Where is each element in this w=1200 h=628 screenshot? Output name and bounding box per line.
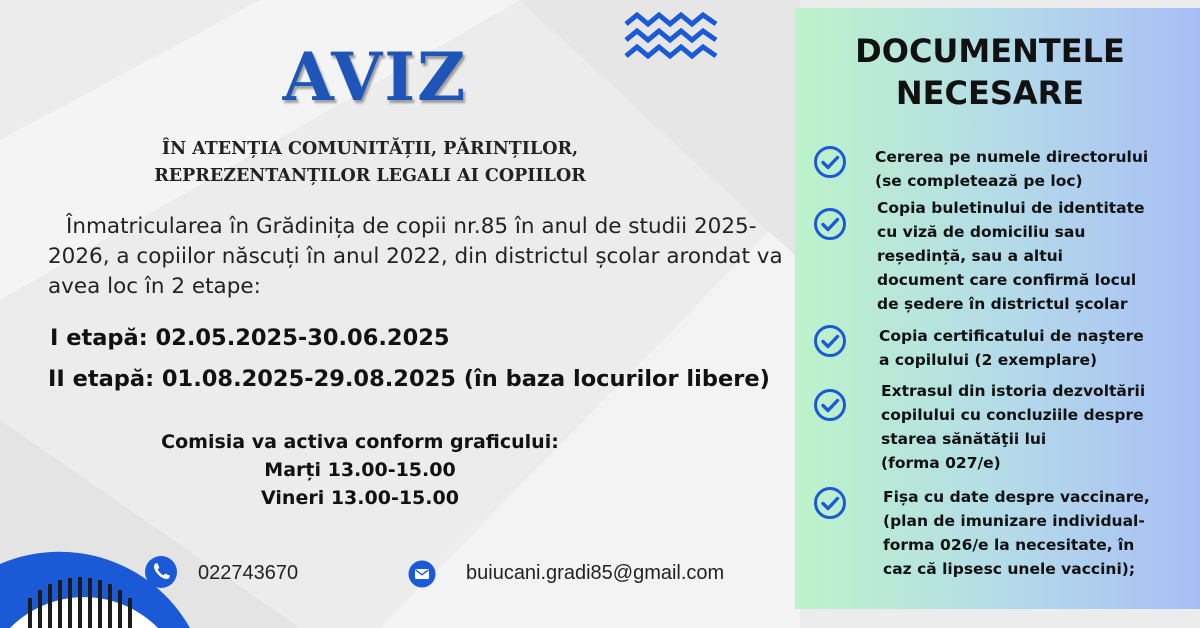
document-item-text: Extrasul din istoria dezvoltării copilului cu concluziile despre starea sănătăţii lui (forma 027/e) [881,382,1146,472]
waves-icon [624,12,718,64]
stage-1: I etapă: 02.05.2025-30.06.2025 [50,325,450,351]
enrollment-intro: Înmatricularea în Grădinița de copii nr.85 în anul de studii 2025-2026, a copiilor născuți în anul 2022, din districtul școlar arondat va avea loc în 2 etape: [48,214,783,299]
email-address[interactable]: buiucani.gradi85@gmail.com [466,562,725,584]
documents-panel [795,8,1200,609]
documents-title [795,30,1185,114]
attention-line-1: ÎN ATENȚIA COMUNITĂȚII, PĂRINȚILOR, [161,139,579,159]
attention-line-2: REPREZENTANȚILOR LEGALI AI COPIILOR [154,166,586,186]
check-circle-icon [813,145,847,179]
document-item-text: Copia certificatului de naştere a copilului (2 exemplare) [879,327,1144,369]
attention-heading [80,136,660,190]
document-item-text: Fișa cu date despre vaccinare, (plan de imunizare individual- forma 026/e la necesitate, în caz că lipsesc unele vaccini); [883,488,1150,578]
document-item-text: Copia buletinului de identitate cu viză de domiciliu sau reședință, sau a altui document care confirmă locul de ședere în districtul școlar [877,199,1145,313]
commission-schedule [150,428,570,512]
schedule-title: Comisia va activa conform graficului: [161,431,559,453]
envelope-icon [408,560,436,588]
check-circle-icon [813,486,847,520]
phone-icon [144,555,178,589]
phone-number[interactable]: 022743670 [198,562,299,584]
schedule-friday: Vineri 13.00-15.00 [261,487,459,509]
documents-title-line-1: DOCUMENTELE [855,32,1125,70]
stage-2: II etapă: 01.08.2025-29.08.2025 (în baza locurilor libere) [48,366,770,392]
check-circle-icon [813,388,847,422]
document-item-text: Cererea pe numele directorului (se completează pe loc) [875,148,1149,190]
check-circle-icon [813,324,847,358]
schedule-tuesday: Marți 13.00-15.00 [264,459,456,481]
documents-title-line-2: NECESARE [895,74,1085,112]
notice-title: AVIZ [282,38,468,116]
check-circle-icon [813,207,847,241]
